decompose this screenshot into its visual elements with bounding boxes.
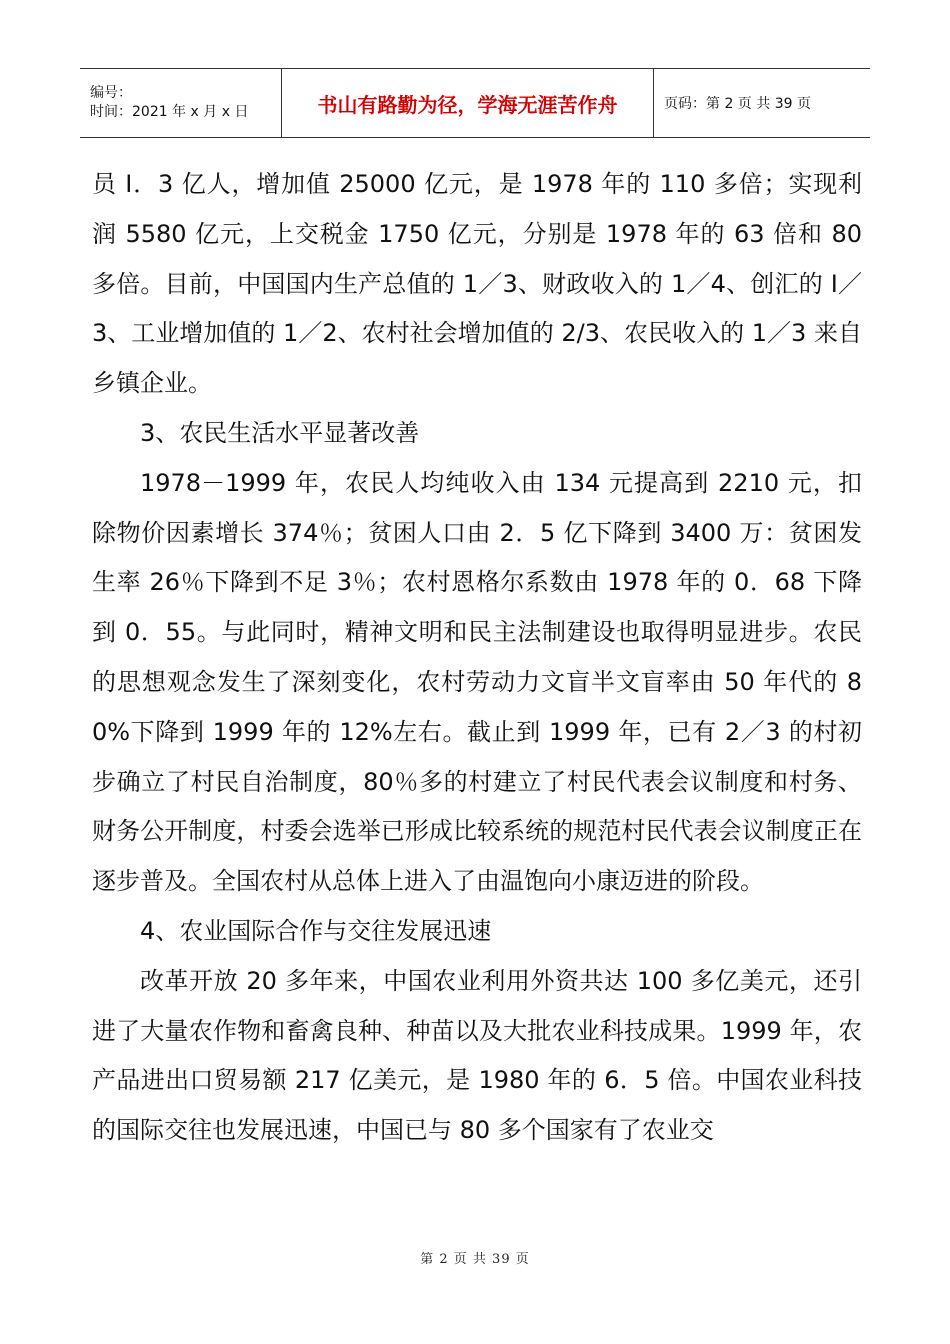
section-heading-3: 3、农民生活水平显著改善 — [140, 418, 420, 447]
header-meta — [80, 69, 282, 137]
paragraph-international-cooperation: 改革开放 20 多年来，中国农业利用外资共达 100 多亿美元，还引进了大量农作物和畜禽良种、种苗以及大批农业科技成果。1999 年，农产品进出口贸易额 217 亿美元，是 1980 年的 6．5 倍。中国农业科技的国际交往也发展迅速，中国已与 80 多个国家有了农业交 — [92, 966, 862, 1145]
document-body — [92, 160, 862, 1156]
motto-text: 书山有路勤为径，学海无涯苦作舟 — [317, 92, 618, 117]
paragraph-farmer-life: 1978－1999 年，农民人均纯收入由 134 元提高到 2210 元，扣除物价因素增长 374％；贫困人口由 2．5 亿下降到 3400 万：贫困发生率 26％下降到不足 3％；农村恩格尔系数由 1978 年的 0．68 下降到 0．55。与此同时，精神文明和民主法制建设也取得明显进步。农民的思想观念发生了深刻变化，农村劳动力文盲半文盲率由 50 年代的 80%下降到 1999 年的 12%左右。截止到 1999 年，已有 2／3 的村初步确立了村民自治制度，80％多的村建立了村民代表会议制度和村务、财务公开制度，村委会选举已形成比较系统的规范村民代表会议制度正在逐步普及。全国农村从总体上进入了由温饱向小康迈进的阶段。 — [92, 468, 862, 896]
serial-number-label: 编号： — [90, 85, 132, 101]
page-footer: 第 2 页 共 39 页 — [420, 1252, 530, 1267]
header-motto-cell — [282, 69, 654, 137]
document-header — [80, 68, 870, 138]
section-heading-4: 4、农业国际合作与交往发展迅速 — [140, 916, 492, 945]
page-info: 页码：第 2 页 共 39 页 — [664, 96, 811, 112]
header-page-cell — [654, 69, 870, 137]
paragraph-continuation: 员 I．3 亿人，增加值 25000 亿元，是 1978 年的 110 多倍；实现利润 5580 亿元，上交税金 1750 亿元，分别是 1978 年的 63 倍和 80 多倍。目前，中国国内生产总值的 1／3、财政收入的 1／4、创汇的 I／3、工业增加值的 1／2、农村社会增加值的 2/3、农民收入的 1／3 来自乡镇企业。 — [92, 170, 862, 398]
date-label: 时间：2021 年 x 月 x 日 — [90, 104, 249, 120]
